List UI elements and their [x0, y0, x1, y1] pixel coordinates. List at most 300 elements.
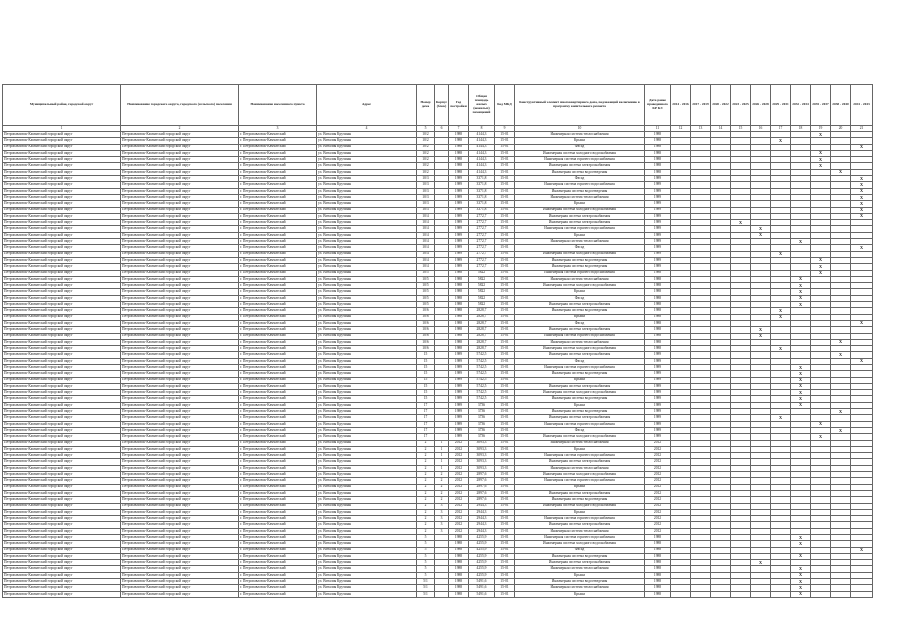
table-cell: 2012: [645, 503, 671, 509]
table-cell: 5742,5: [469, 358, 495, 364]
table-cell: 15-01: [495, 396, 515, 402]
table-cell: г. Петропавловск-Камчатский: [239, 213, 317, 219]
table-cell: 1988: [449, 339, 469, 345]
table-cell: 2: [417, 484, 435, 490]
table-cell: 1988: [645, 289, 671, 295]
table-cell: 1989: [449, 188, 469, 194]
table-cell: 15-01: [495, 478, 515, 484]
column-number: 11: [645, 126, 671, 132]
table-cell: [435, 591, 449, 597]
table-cell: ул. Виталия Кручины: [317, 566, 417, 572]
table-cell: г. Петропавловск-Камчатский: [239, 566, 317, 572]
table-cell: Инженерная система горячего водоснабжения: [515, 270, 645, 276]
table-cell: г. Петропавловск-Камчатский: [239, 314, 317, 320]
table-cell: 15-01: [495, 283, 515, 289]
table-cell: 17: [417, 427, 435, 433]
table-cell: 1988: [645, 302, 671, 308]
table-cell: 10/4: [417, 264, 435, 270]
table-cell: Петропавловск-Камчатский городской округ: [121, 541, 239, 547]
table-cell: 1: [435, 440, 449, 446]
table-cell: 2828,7: [469, 314, 495, 320]
table-cell: Петропавловск-Камчатский городской округ: [3, 490, 121, 496]
table-cell: г. Петропавловск-Камчатский: [239, 459, 317, 465]
column-header: 2041 - 2043: [851, 85, 873, 126]
table-cell: Петропавловск-Камчатский городской округ: [3, 239, 121, 245]
table-cell: ул. Виталия Кручины: [317, 560, 417, 566]
table-cell: 1988: [645, 276, 671, 282]
table-cell: 15-01: [495, 509, 515, 515]
table-cell: 2772,7: [469, 239, 495, 245]
table-cell: Инженерная система холодного водоснабжения: [515, 472, 645, 478]
table-cell: 1989: [449, 421, 469, 427]
table-cell: Фасад: [515, 144, 645, 150]
table-cell: 5: [417, 560, 435, 566]
table-cell: Петропавловск-Камчатский городской округ: [121, 522, 239, 528]
table-cell: Петропавловск-Камчатский городской округ: [3, 163, 121, 169]
table-cell: 3371,8: [469, 176, 495, 182]
table-cell: 15: [417, 396, 435, 402]
period-cell: X: [811, 157, 831, 163]
table-cell: 5: [417, 547, 435, 553]
table-cell: Петропавловск-Камчатский городской округ: [3, 358, 121, 364]
column-header: Адрес: [317, 85, 417, 126]
table-cell: 15-01: [495, 377, 515, 383]
table-cell: 2012: [449, 503, 469, 509]
table-cell: Петропавловск-Камчатский городской округ: [3, 207, 121, 213]
period-cell: [851, 591, 873, 597]
table-cell: Петропавловск-Камчатский городской округ: [121, 132, 239, 138]
table-cell: 1989: [645, 226, 671, 232]
table-cell: Петропавловск-Камчатский городской округ: [3, 427, 121, 433]
table-cell: Инженерная система горячего водоснабжения: [515, 478, 645, 484]
table-cell: 3736: [469, 427, 495, 433]
column-number: 5: [417, 126, 435, 132]
table-cell: г. Петропавловск-Камчатский: [239, 585, 317, 591]
table-cell: Петропавловск-Камчатский городской округ: [3, 415, 121, 421]
table-cell: Инженерная система водоотведения: [515, 396, 645, 402]
table-cell: 2828,7: [469, 339, 495, 345]
table-cell: 3093,3: [469, 459, 495, 465]
table-cell: г. Петропавловск-Камчатский: [239, 169, 317, 175]
table-cell: Петропавловск-Камчатский городской округ: [3, 213, 121, 219]
table-header: [3, 85, 873, 132]
table-cell: 1988: [645, 579, 671, 585]
table-cell: 1988: [449, 547, 469, 553]
table-cell: Петропавловск-Камчатский городской округ: [3, 434, 121, 440]
table-cell: 4144,3: [469, 132, 495, 138]
period-cell: X: [811, 434, 831, 440]
table-cell: 5491,6: [469, 591, 495, 597]
table-cell: ул. Виталия Кручины: [317, 207, 417, 213]
table-cell: 3: [435, 516, 449, 522]
table-cell: 15-01: [495, 295, 515, 301]
table-cell: г. Петропавловск-Камчатский: [239, 132, 317, 138]
table-cell: г. Петропавловск-Камчатский: [239, 276, 317, 282]
table-cell: 1988: [449, 560, 469, 566]
table-cell: Инженерная система электроснабжения: [515, 220, 645, 226]
table-cell: ул. Виталия Кручины: [317, 415, 417, 421]
table-cell: 2897,6: [469, 484, 495, 490]
table-cell: Петропавловск-Камчатский городской округ: [3, 245, 121, 251]
column-number: 16: [751, 126, 771, 132]
table-cell: Петропавловск-Камчатский городской округ: [3, 257, 121, 263]
table-cell: ул. Виталия Кручины: [317, 201, 417, 207]
table-cell: ул. Виталия Кручины: [317, 270, 417, 276]
table-cell: 2012: [645, 478, 671, 484]
table-cell: Петропавловск-Камчатский городской округ: [121, 371, 239, 377]
table-cell: 15-01: [495, 251, 515, 257]
table-cell: 2012: [645, 516, 671, 522]
table-cell: 1989: [449, 427, 469, 433]
table-cell: г. Петропавловск-Камчатский: [239, 497, 317, 503]
table-cell: 1989: [449, 182, 469, 188]
table-cell: Петропавловск-Камчатский городской округ: [3, 509, 121, 515]
period-cell: X: [851, 176, 873, 182]
table-cell: 1988: [449, 585, 469, 591]
column-number: 3: [239, 126, 317, 132]
column-header: 2017 - 2019: [691, 85, 711, 126]
table-cell: Петропавловск-Камчатский городской округ: [3, 453, 121, 459]
table-cell: 2944,3: [469, 522, 495, 528]
table-cell: 1989: [645, 434, 671, 440]
table-cell: ул. Виталия Кручины: [317, 484, 417, 490]
table-cell: г. Петропавловск-Камчатский: [239, 257, 317, 263]
period-cell: X: [811, 163, 831, 169]
table-cell: 15-01: [495, 585, 515, 591]
table-cell: 15-01: [495, 176, 515, 182]
table-cell: Петропавловск-Камчатский городской округ: [3, 459, 121, 465]
table-cell: Инженерная система водоотведения: [515, 257, 645, 263]
table-cell: 4255,9: [469, 535, 495, 541]
table-cell: 2012: [449, 484, 469, 490]
table-cell: 15-01: [495, 276, 515, 282]
table-cell: Крыша: [515, 232, 645, 238]
table-cell: 4255,9: [469, 572, 495, 578]
table-cell: 1988: [449, 333, 469, 339]
table-cell: 10/6: [417, 320, 435, 326]
table-cell: 3736: [469, 434, 495, 440]
table-cell: 3093,3: [469, 453, 495, 459]
table-cell: ул. Виталия Кручины: [317, 257, 417, 263]
table-cell: Петропавловск-Камчатский городской округ: [3, 220, 121, 226]
period-cell: X: [751, 560, 771, 566]
table-cell: Петропавловск-Камчатский городской округ: [3, 226, 121, 232]
table-cell: Петропавловск-Камчатский городской округ: [3, 591, 121, 597]
table-cell: ул. Виталия Кручины: [317, 371, 417, 377]
table-cell: 10/5: [417, 289, 435, 295]
period-cell: X: [851, 188, 873, 194]
table-cell: ул. Виталия Кручины: [317, 364, 417, 370]
table-cell: Петропавловск-Камчатский городской округ: [121, 289, 239, 295]
table-cell: Петропавловск-Камчатский городской округ: [3, 346, 121, 352]
table-cell: 5742,5: [469, 371, 495, 377]
table-cell: 2772,7: [469, 220, 495, 226]
table-cell: 2012: [645, 465, 671, 471]
table-cell: Инженерная система теплоснабжения: [515, 465, 645, 471]
table-cell: 1988: [645, 566, 671, 572]
table-cell: 15-01: [495, 232, 515, 238]
table-cell: Петропавловск-Камчатский городской округ: [3, 516, 121, 522]
table-cell: 1: [435, 446, 449, 452]
table-cell: 4255,9: [469, 560, 495, 566]
table-cell: Петропавловск-Камчатский городской округ: [121, 283, 239, 289]
table-cell: Петропавловск-Камчатский городской округ: [3, 409, 121, 415]
table-cell: 17: [417, 402, 435, 408]
table-cell: 1989: [449, 257, 469, 263]
table-cell: г. Петропавловск-Камчатский: [239, 295, 317, 301]
table-cell: г. Петропавловск-Камчатский: [239, 383, 317, 389]
table-cell: 15-01: [495, 320, 515, 326]
table-cell: 1988: [645, 547, 671, 553]
table-cell: 1989: [645, 220, 671, 226]
period-cell: [831, 591, 851, 597]
table-cell: Петропавловск-Камчатский городской округ: [121, 232, 239, 238]
table-cell: 1989: [449, 434, 469, 440]
table-cell: г. Петропавловск-Камчатский: [239, 535, 317, 541]
table-cell: Петропавловск-Камчатский городской округ: [121, 516, 239, 522]
table-cell: г. Петропавловск-Камчатский: [239, 591, 317, 597]
table-cell: 1988: [645, 535, 671, 541]
table-cell: г. Петропавловск-Камчатский: [239, 188, 317, 194]
table-cell: 2772,7: [469, 264, 495, 270]
table-cell: 2012: [449, 459, 469, 465]
table-cell: 15: [417, 383, 435, 389]
table-cell: Крыша: [515, 201, 645, 207]
table-cell: г. Петропавловск-Камчатский: [239, 453, 317, 459]
table-cell: Петропавловск-Камчатский городской округ: [3, 188, 121, 194]
table-cell: 15-01: [495, 566, 515, 572]
table-cell: 10/2: [417, 138, 435, 144]
table-cell: Фасад: [515, 427, 645, 433]
table-cell: г. Петропавловск-Камчатский: [239, 239, 317, 245]
table-cell: 2: [417, 509, 435, 515]
table-cell: 1989: [449, 213, 469, 219]
column-number: 19: [811, 126, 831, 132]
table-cell: 15-01: [495, 572, 515, 578]
table-cell: Петропавловск-Камчатский городской округ: [121, 579, 239, 585]
table-cell: ул. Виталия Кручины: [317, 509, 417, 515]
table-cell: 2012: [645, 490, 671, 496]
period-cell: X: [791, 295, 811, 301]
table-cell: Инженерная система горячего водоснабжения: [515, 226, 645, 232]
table-cell: 1988: [449, 566, 469, 572]
period-cell: X: [791, 541, 811, 547]
capital-repair-table: [2, 84, 873, 598]
table-cell: 1988: [645, 585, 671, 591]
table-cell: 4255,9: [469, 553, 495, 559]
period-cell: X: [771, 314, 791, 320]
table-cell: ул. Виталия Кручины: [317, 522, 417, 528]
table-cell: Инженерная система теплоснабжения: [515, 276, 645, 282]
table-cell: 10/2: [417, 157, 435, 163]
table-cell: 15-01: [495, 516, 515, 522]
table-cell: Петропавловск-Камчатский городской округ: [3, 201, 121, 207]
table-cell: ул. Виталия Кручины: [317, 390, 417, 396]
table-cell: 3093,3: [469, 440, 495, 446]
table-cell: Петропавловск-Камчатский городской округ: [3, 169, 121, 175]
table-cell: Инженерная система водоотведения: [515, 409, 645, 415]
table-cell: 10/3: [417, 188, 435, 194]
table-cell: 4144,3: [469, 169, 495, 175]
table-cell: г. Петропавловск-Камчатский: [239, 465, 317, 471]
period-cell: X: [791, 591, 811, 597]
table-cell: Петропавловск-Камчатский городской округ: [121, 144, 239, 150]
table-cell: 1989: [645, 245, 671, 251]
table-cell: г. Петропавловск-Камчатский: [239, 270, 317, 276]
table-cell: Инженерная система водоотведения: [515, 264, 645, 270]
table-cell: 2: [417, 465, 435, 471]
table-cell: Петропавловск-Камчатский городской округ: [121, 585, 239, 591]
table-cell: 2828,7: [469, 333, 495, 339]
column-number: 18: [791, 126, 811, 132]
table-cell: г. Петропавловск-Камчатский: [239, 283, 317, 289]
table-cell: ул. Виталия Кручины: [317, 194, 417, 200]
table-cell: Петропавловск-Камчатский городской округ: [121, 396, 239, 402]
table-cell: Инженерная система теплоснабжения: [515, 132, 645, 138]
table-cell: ул. Виталия Кручины: [317, 132, 417, 138]
table-cell: 1989: [449, 364, 469, 370]
table-cell: 2: [417, 478, 435, 484]
table-cell: 1989: [449, 390, 469, 396]
table-cell: ул. Виталия Кручины: [317, 434, 417, 440]
table-cell: 1989: [645, 257, 671, 263]
period-cell: X: [811, 421, 831, 427]
table-cell: Петропавловск-Камчатский городской округ: [121, 453, 239, 459]
table-cell: ул. Виталия Кручины: [317, 226, 417, 232]
table-cell: 15-01: [495, 409, 515, 415]
table-cell: 10/3: [417, 207, 435, 213]
table-cell: 15: [417, 371, 435, 377]
table-cell: ул. Виталия Кручины: [317, 314, 417, 320]
table-cell: 2012: [449, 478, 469, 484]
table-cell: Петропавловск-Камчатский городской округ: [121, 352, 239, 358]
table-cell: Петропавловск-Камчатский городской округ: [3, 503, 121, 509]
period-cell: X: [831, 409, 851, 415]
table-cell: ул. Виталия Кручины: [317, 320, 417, 326]
table-cell: 2012: [645, 459, 671, 465]
table-cell: Инженерная система водоотведения: [515, 308, 645, 314]
table-cell: г. Петропавловск-Камчатский: [239, 490, 317, 496]
period-cell: X: [811, 270, 831, 276]
table-cell: 10/3: [417, 201, 435, 207]
table-cell: 1989: [645, 409, 671, 415]
table-cell: ул. Виталия Кручины: [317, 176, 417, 182]
table-cell: Крыша: [515, 484, 645, 490]
table-cell: Петропавловск-Камчатский городской округ: [3, 383, 121, 389]
table-cell: Петропавловск-Камчатский городской округ: [3, 314, 121, 320]
table-cell: Петропавловск-Камчатский городской округ: [121, 213, 239, 219]
period-cell: X: [791, 585, 811, 591]
table-cell: ул. Виталия Кручины: [317, 579, 417, 585]
table-cell: г. Петропавловск-Камчатский: [239, 572, 317, 578]
period-cell: X: [811, 264, 831, 270]
table-cell: 1989: [645, 396, 671, 402]
period-cell: [691, 591, 711, 597]
table-cell: Петропавловск-Камчатский городской округ: [121, 547, 239, 553]
table-cell: 1989: [449, 207, 469, 213]
table-cell: 5822: [469, 289, 495, 295]
column-header: Год постройки: [449, 85, 469, 126]
table-cell: 10/4: [417, 257, 435, 263]
table-cell: 1988: [645, 572, 671, 578]
table-cell: 1989: [645, 383, 671, 389]
table-cell: 15-01: [495, 257, 515, 263]
table-cell: Петропавловск-Камчатский городской округ: [3, 251, 121, 257]
table-cell: 1988: [645, 346, 671, 352]
table-cell: 10/6: [417, 314, 435, 320]
table-cell: 10/6: [417, 308, 435, 314]
table-cell: 2: [417, 497, 435, 503]
table-cell: Петропавловск-Камчатский городской округ: [3, 566, 121, 572]
table-cell: 1989: [449, 201, 469, 207]
table-cell: Петропавловск-Камчатский городской округ: [121, 201, 239, 207]
table-cell: 15-01: [495, 421, 515, 427]
table-cell: Петропавловск-Камчатский городской округ: [3, 465, 121, 471]
table-cell: 1988: [449, 169, 469, 175]
table-cell: г. Петропавловск-Камчатский: [239, 547, 317, 553]
table-cell: Петропавловск-Камчатский городской округ: [3, 522, 121, 528]
table-cell: 1988: [449, 535, 469, 541]
table-cell: 10/2: [417, 169, 435, 175]
table-cell: Крыша: [515, 402, 645, 408]
table-cell: Петропавловск-Камчатский городской округ: [121, 490, 239, 496]
table-cell: Петропавловск-Камчатский городской округ: [3, 541, 121, 547]
table-cell: Петропавловск-Камчатский городской округ: [121, 276, 239, 282]
table-cell: 2012: [449, 465, 469, 471]
table-cell: ул. Виталия Кручины: [317, 440, 417, 446]
table-cell: 15-01: [495, 157, 515, 163]
table-cell: 15: [417, 390, 435, 396]
table-cell: 15-01: [495, 270, 515, 276]
table-cell: г. Петропавловск-Камчатский: [239, 138, 317, 144]
table-cell: 10/4: [417, 251, 435, 257]
table-cell: 2012: [645, 497, 671, 503]
column-number: 7: [449, 126, 469, 132]
table-cell: г. Петропавловск-Камчатский: [239, 201, 317, 207]
table-cell: 10/4: [417, 220, 435, 226]
table-cell: 4144,3: [469, 150, 495, 156]
table-cell: 15-01: [495, 213, 515, 219]
table-cell: ул. Виталия Кручины: [317, 182, 417, 188]
column-number: 6: [435, 126, 449, 132]
table-cell: 1989: [449, 396, 469, 402]
table-cell: г. Петропавловск-Камчатский: [239, 427, 317, 433]
table-row: [3, 591, 873, 597]
table-cell: 5822: [469, 276, 495, 282]
table-cell: 10/5: [417, 283, 435, 289]
table-cell: Инженерная система теплоснабжения: [515, 528, 645, 534]
table-cell: 1988: [645, 339, 671, 345]
column-header: 2020 - 2022: [711, 85, 731, 126]
table-cell: г. Петропавловск-Камчатский: [239, 415, 317, 421]
table-cell: г. Петропавловск-Камчатский: [239, 150, 317, 156]
table-cell: 1988: [645, 295, 671, 301]
column-number: 1: [3, 126, 121, 132]
table-cell: 1988: [645, 138, 671, 144]
table-cell: Петропавловск-Камчатский городской округ: [121, 194, 239, 200]
table-cell: 2: [417, 516, 435, 522]
table-cell: Инженерная система водоотведения: [515, 188, 645, 194]
table-cell: 15-01: [495, 541, 515, 547]
table-cell: ул. Виталия Кручины: [317, 339, 417, 345]
table-cell: Петропавловск-Камчатский городской округ: [121, 560, 239, 566]
table-cell: Петропавловск-Камчатский городской округ: [121, 251, 239, 257]
table-cell: г. Петропавловск-Камчатский: [239, 503, 317, 509]
table-cell: г. Петропавловск-Камчатский: [239, 560, 317, 566]
period-cell: X: [771, 308, 791, 314]
table-cell: 1988: [645, 157, 671, 163]
table-cell: 5: [417, 566, 435, 572]
